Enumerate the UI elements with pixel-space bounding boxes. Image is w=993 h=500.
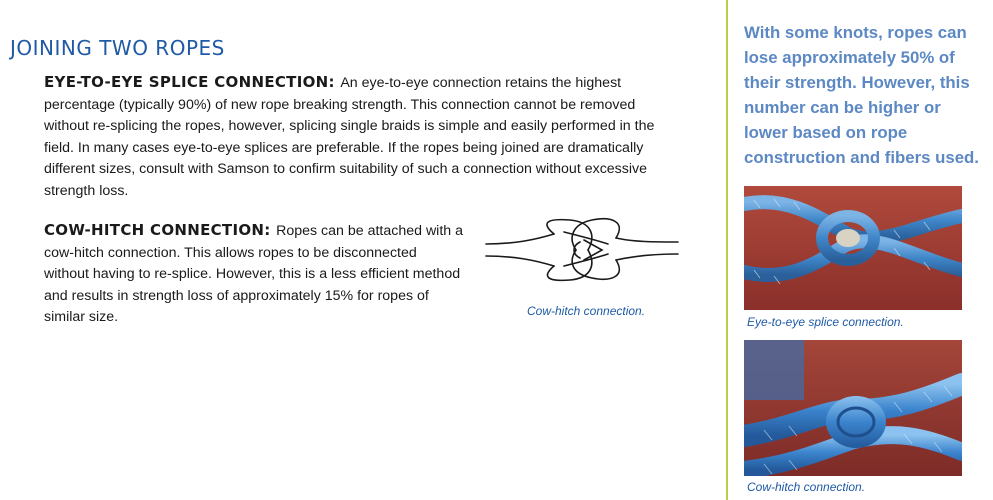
eye-to-eye-photo-caption: Eye-to-eye splice connection. <box>747 315 904 329</box>
sidebar-divider <box>726 0 728 500</box>
cow-hitch-photo-caption: Cow-hitch connection. <box>747 480 866 494</box>
eye-to-eye-splice-photo <box>744 186 962 310</box>
cow-hitch-heading: COW-HITCH CONNECTION: <box>44 221 277 239</box>
eye-to-eye-heading: EYE-TO-EYE SPLICE CONNECTION: <box>44 73 341 91</box>
strength-callout: With some knots, ropes can lose approximately 50% of their strength. However, this number can be higher or lower based on rope construction and fibers used. <box>744 23 979 167</box>
cow-hitch-section <box>44 220 464 329</box>
cow-hitch-body: Ropes can be attached with a cow-hitch connection. This allows ropes to be disconnected without having to re-splice. However, this is a less efficient method and results in strength loss of approximately 15% for ropes of similar size. <box>44 223 464 325</box>
eye-to-eye-body: An eye-to-eye connection retains the highest percentage (typically 90%) of new rope breaking strength. This connection cannot be removed without re-splicing the ropes, however, splicing single braids is simple and easily performed in the field. In many cases eye-to-eye splices are preferable. If the ropes being joined are dramatically different sizes, consult with Samson to confirm suitability of such a connection without excessive strength loss. <box>44 75 655 199</box>
cow-hitch-knot-diagram <box>484 214 680 284</box>
cow-hitch-photo <box>744 340 962 476</box>
cow-hitch-diagram-caption: Cow-hitch connection. <box>527 304 646 318</box>
page-title: JOINING TWO ROPES <box>10 36 225 60</box>
eye-to-eye-section <box>44 72 684 202</box>
